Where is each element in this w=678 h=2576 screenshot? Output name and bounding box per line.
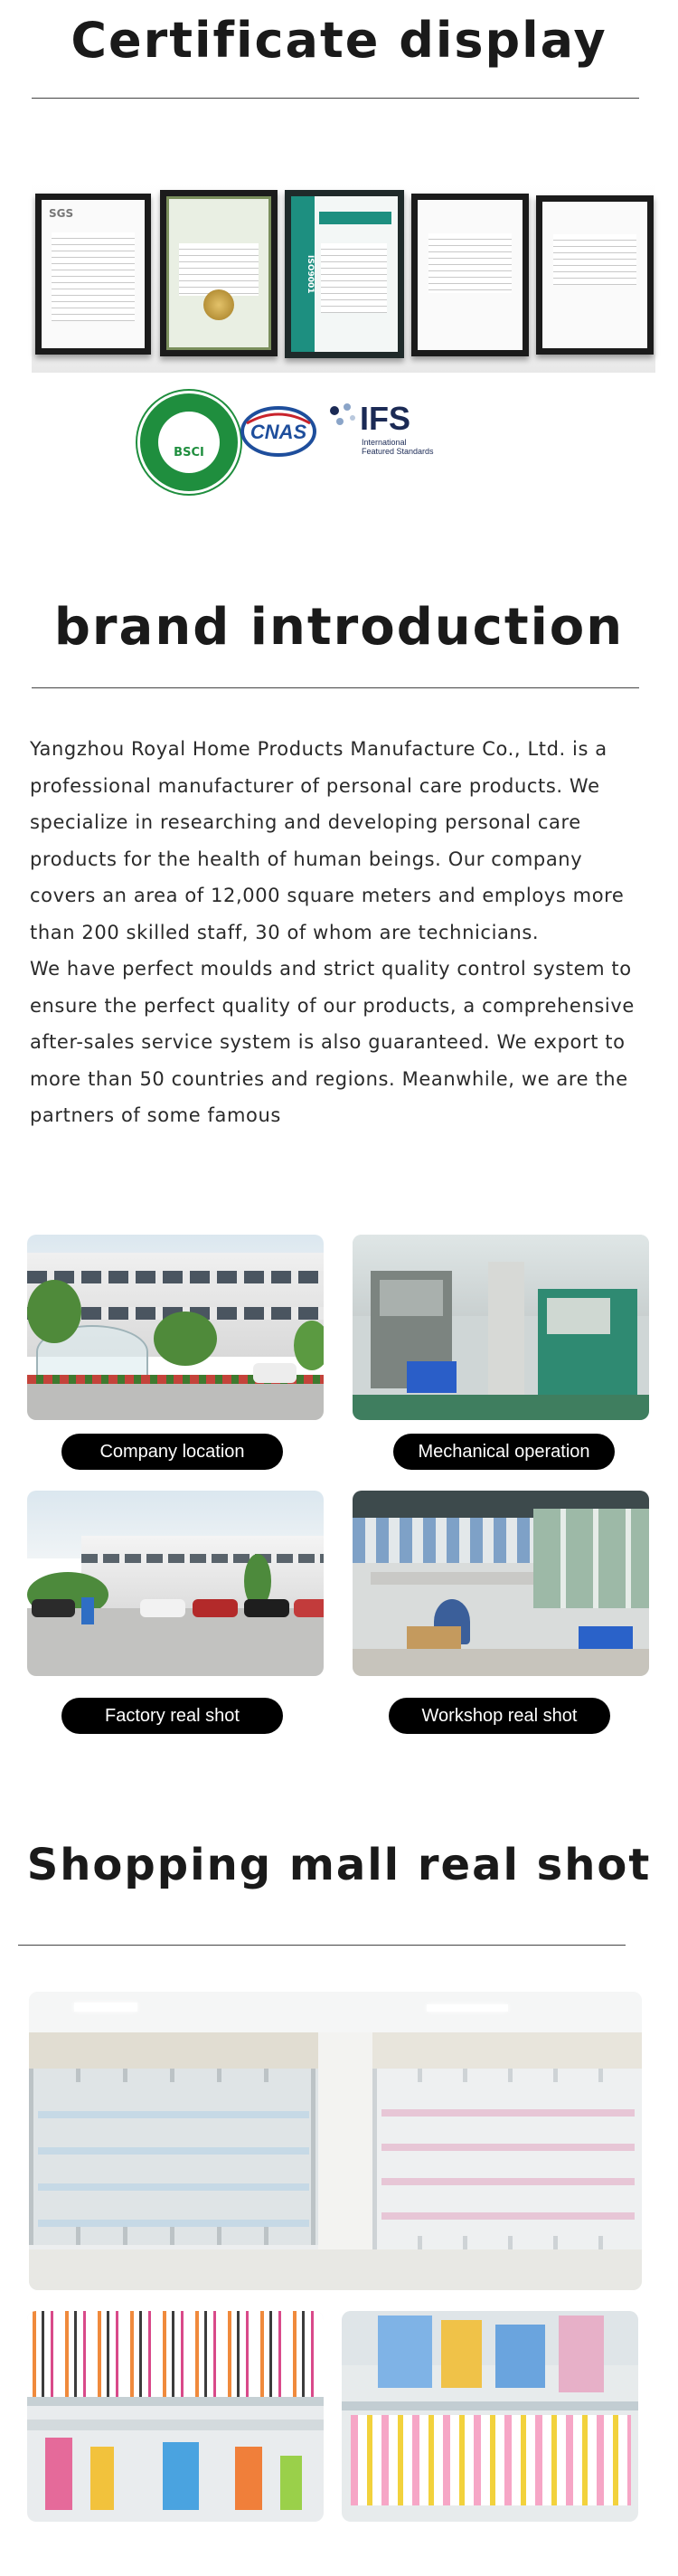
photo-mechanical-operation xyxy=(353,1235,649,1420)
ifs-subtitle: International Featured Standards xyxy=(362,438,434,456)
cnas-text: CNAS xyxy=(250,421,307,443)
photo-workshop-real-shot xyxy=(353,1491,649,1676)
mall-title-divider xyxy=(18,1945,626,1946)
certificate-section-title: Certificate display xyxy=(71,12,607,69)
gold-seal-icon xyxy=(203,289,234,320)
caption-workshop-real-shot: Workshop real shot xyxy=(389,1698,610,1734)
brand-section-title: brand introduction xyxy=(53,598,625,657)
ifs-wordmark: IFS xyxy=(360,400,411,437)
photo-toothbrush-display-right xyxy=(342,2311,638,2522)
certificate-title-divider xyxy=(32,98,639,99)
certificate-doc-4 xyxy=(411,194,529,356)
photo-mall-showroom xyxy=(29,1992,642,2290)
certificate-sgs xyxy=(35,194,151,355)
caption-mechanical-operation: Mechanical operation xyxy=(393,1434,615,1470)
mall-section-title: Shopping mall real shot xyxy=(26,1840,652,1890)
certificate-strip xyxy=(32,183,655,373)
caption-factory-real-shot: Factory real shot xyxy=(61,1698,283,1734)
caption-company-location: Company location xyxy=(61,1434,283,1470)
brand-intro-paragraph-2: We have perfect moulds and strict quality control system to ensure the perfect quality of our products, a comprehensive after-sales service system is also guaranteed. We export to more than 50 countries and regions. Meanwhile, we are the partners of some famous xyxy=(30,958,635,1126)
photo-toothbrush-display-left xyxy=(27,2311,324,2522)
brand-intro-paragraph-1: Yangzhou Royal Home Products Manufacture Co., Ltd. is a professional manufacturer of personal care products. We specialize in researching and developing personal care products for the health of human beings. Our company covers an area of 12,000 square meters and employs more than 200 skilled staff, 30 of whom are technicians. xyxy=(30,738,625,943)
certificate-iso xyxy=(285,190,404,358)
photo-company-location xyxy=(27,1235,324,1420)
ifs-dots-icon xyxy=(327,402,363,438)
photo-factory-real-shot xyxy=(27,1491,324,1676)
iso-band: ISO9001 xyxy=(291,196,315,352)
certificate-green xyxy=(160,190,278,356)
brand-title-divider xyxy=(32,687,639,688)
sgs-mark: SGS xyxy=(49,207,74,220)
bsci-logo-icon: BSCI xyxy=(137,391,240,494)
cnas-logo xyxy=(240,403,317,459)
certificate-doc-5 xyxy=(536,195,654,355)
brand-intro-text xyxy=(30,731,654,1134)
